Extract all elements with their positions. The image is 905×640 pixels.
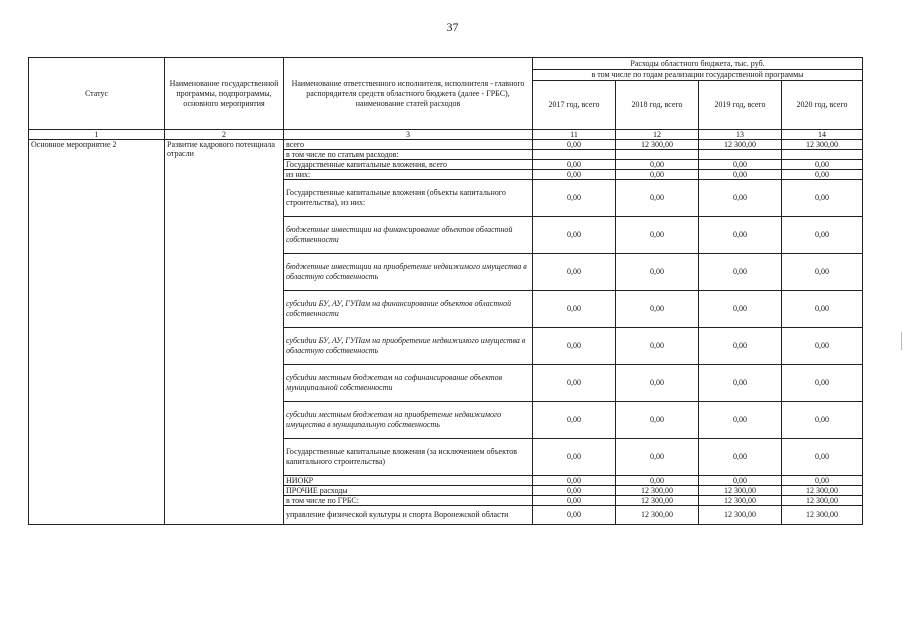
value-cell: 0,00 bbox=[616, 254, 699, 291]
value-cell: 0,00 bbox=[533, 486, 616, 496]
value-cell: 0,00 bbox=[782, 328, 863, 365]
value-cell: 0,00 bbox=[782, 365, 863, 402]
row-label: управление физической культуры и спорта Воронежской области bbox=[284, 506, 533, 525]
value-cell: 0,00 bbox=[699, 217, 782, 254]
row-label: ПРОЧИЕ расходы bbox=[284, 486, 533, 496]
value-cell: 0,00 bbox=[533, 506, 616, 525]
value-cell: 12 300,00 bbox=[782, 140, 863, 150]
row-label: субсидии БУ, АУ, ГУПам на финансирование объектов областной собственности bbox=[284, 291, 533, 328]
value-cell: 0,00 bbox=[782, 476, 863, 486]
value-cell: 12 300,00 bbox=[782, 506, 863, 525]
value-cell: 0,00 bbox=[533, 254, 616, 291]
value-cell: 0,00 bbox=[782, 439, 863, 476]
row-label: субсидии местным бюджетам на приобретение недвижимого имущества в муниципальную собственность bbox=[284, 402, 533, 439]
value-cell: 0,00 bbox=[533, 402, 616, 439]
value-cell: 0,00 bbox=[616, 217, 699, 254]
value-cell: 0,00 bbox=[533, 365, 616, 402]
value-cell: 0,00 bbox=[782, 160, 863, 170]
row-label: из них: bbox=[284, 170, 533, 180]
header-year-2018: 2018 год, всего bbox=[616, 81, 699, 130]
value-cell: 12 300,00 bbox=[699, 506, 782, 525]
value-cell: 0,00 bbox=[699, 476, 782, 486]
header-expenses: Расходы областного бюджета, тыс. руб. bbox=[533, 58, 863, 70]
value-cell: 0,00 bbox=[533, 476, 616, 486]
value-cell bbox=[533, 150, 616, 160]
column-number: 13 bbox=[699, 130, 782, 140]
value-cell: 12 300,00 bbox=[616, 506, 699, 525]
value-cell: 0,00 bbox=[616, 365, 699, 402]
row-label: всего bbox=[284, 140, 533, 150]
row-label: Государственные капитальные вложения (за исключением объектов капитального строительства) bbox=[284, 439, 533, 476]
column-number: 12 bbox=[616, 130, 699, 140]
value-cell bbox=[782, 150, 863, 160]
value-cell: 0,00 bbox=[782, 170, 863, 180]
value-cell: 0,00 bbox=[533, 217, 616, 254]
column-number: 2 bbox=[165, 130, 284, 140]
header-executor: Наименование ответственного исполнителя, исполнителя - главного распорядителя средств областного бюджета (далее - ГРБС), наименование статей расходов bbox=[284, 58, 533, 130]
column-number: 1 bbox=[29, 130, 165, 140]
value-cell: 0,00 bbox=[616, 328, 699, 365]
value-cell: 0,00 bbox=[616, 160, 699, 170]
value-cell: 0,00 bbox=[699, 254, 782, 291]
column-number: 3 bbox=[284, 130, 533, 140]
value-cell: 0,00 bbox=[533, 140, 616, 150]
value-cell: 12 300,00 bbox=[782, 486, 863, 496]
value-cell: 0,00 bbox=[533, 496, 616, 506]
value-cell: 0,00 bbox=[699, 160, 782, 170]
value-cell: 0,00 bbox=[782, 291, 863, 328]
header-year-2020: 2020 год, всего bbox=[782, 81, 863, 130]
value-cell: 12 300,00 bbox=[782, 496, 863, 506]
value-cell: 0,00 bbox=[616, 180, 699, 217]
value-cell bbox=[616, 150, 699, 160]
value-cell: 12 300,00 bbox=[699, 496, 782, 506]
header-status: Статус bbox=[29, 58, 165, 130]
value-cell: 12 300,00 bbox=[616, 140, 699, 150]
value-cell: 12 300,00 bbox=[616, 486, 699, 496]
column-number: 14 bbox=[782, 130, 863, 140]
program-cell: Развитие кадрового потенциала отрасли bbox=[165, 140, 284, 525]
value-cell: 12 300,00 bbox=[699, 140, 782, 150]
value-cell: 0,00 bbox=[533, 291, 616, 328]
value-cell: 0,00 bbox=[699, 170, 782, 180]
row-label: Государственные капитальные вложения, всего bbox=[284, 160, 533, 170]
budget-table bbox=[28, 57, 863, 525]
row-label: бюджетные инвестиции на финансирование объектов областной собственности bbox=[284, 217, 533, 254]
row-label: субсидии местным бюджетам на софинансирование объектов муниципальной собственности bbox=[284, 365, 533, 402]
row-label: бюджетные инвестиции на приобретение недвижимого имущества в областную собственность bbox=[284, 254, 533, 291]
header-year-2017: 2017 год, всего bbox=[533, 81, 616, 130]
value-cell: 0,00 bbox=[699, 365, 782, 402]
value-cell: 0,00 bbox=[699, 402, 782, 439]
column-number: 11 bbox=[533, 130, 616, 140]
value-cell: 0,00 bbox=[616, 476, 699, 486]
value-cell: 0,00 bbox=[533, 180, 616, 217]
header-program-name: Наименование государственной программы, подпрограммы, основного мероприятия bbox=[165, 58, 284, 130]
value-cell: 0,00 bbox=[533, 160, 616, 170]
row-label: в том числе по статьям расходов: bbox=[284, 150, 533, 160]
value-cell: 12 300,00 bbox=[616, 496, 699, 506]
row-label: субсидии БУ, АУ, ГУПам на приобретение недвижимого имущества в областную собственность bbox=[284, 328, 533, 365]
page-number: 37 bbox=[446, 20, 459, 34]
value-cell: 0,00 bbox=[533, 328, 616, 365]
value-cell: 0,00 bbox=[699, 328, 782, 365]
value-cell: 0,00 bbox=[699, 439, 782, 476]
value-cell: 0,00 bbox=[533, 170, 616, 180]
value-cell bbox=[699, 150, 782, 160]
header-by-years: в том числе по годам реализации государственной программы bbox=[533, 70, 863, 81]
value-cell: 0,00 bbox=[616, 291, 699, 328]
value-cell: 0,00 bbox=[616, 402, 699, 439]
value-cell: 0,00 bbox=[533, 439, 616, 476]
row-label: НИОКР bbox=[284, 476, 533, 486]
row-label: в том числе по ГРБС: bbox=[284, 496, 533, 506]
header-year-2019: 2019 год, всего bbox=[699, 81, 782, 130]
value-cell: 0,00 bbox=[699, 291, 782, 328]
status-cell: Основное мероприятие 2 bbox=[29, 140, 165, 525]
value-cell: 0,00 bbox=[782, 402, 863, 439]
row-label: Государственные капитальные вложения (объекты капитального строительства), из них: bbox=[284, 180, 533, 217]
value-cell: 0,00 bbox=[616, 439, 699, 476]
value-cell: 12 300,00 bbox=[699, 486, 782, 496]
value-cell: 0,00 bbox=[782, 254, 863, 291]
table-row bbox=[29, 140, 863, 150]
value-cell: 0,00 bbox=[699, 180, 782, 217]
value-cell: 0,00 bbox=[616, 170, 699, 180]
margin-mark bbox=[901, 332, 902, 350]
column-number-row bbox=[29, 130, 863, 140]
value-cell: 0,00 bbox=[782, 180, 863, 217]
value-cell: 0,00 bbox=[782, 217, 863, 254]
